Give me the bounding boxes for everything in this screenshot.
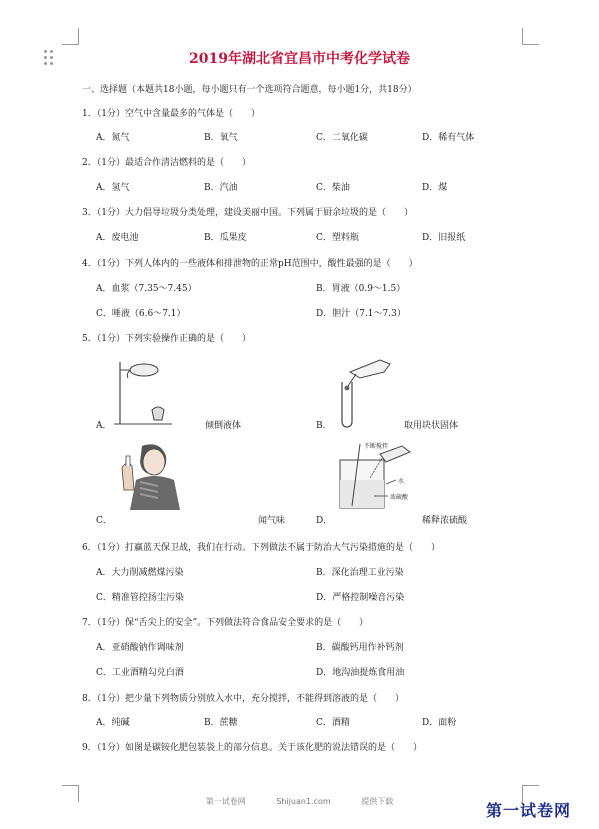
question-7-option-c: C．工业酒精勾兑白酒 [96,668,184,678]
question-3-option-a: A．废电池 [96,233,139,243]
site-watermark: 第一试卷网 [486,801,572,820]
question-8-option-c: C．酒精 [316,718,350,728]
figure-block-solid [330,352,410,432]
figure-smelling-boy [112,440,192,512]
question-4-stem: 4．（1分）下列人体内的一些液体和排泄物的正常pH范围中，酸性最强的是（ ） [82,259,418,269]
question-5-option-a: A． [96,421,112,431]
question-5-option-d: D． [316,516,333,526]
figure-pouring-liquid [112,358,196,430]
question-6-option-d: D．严格控制噪音污染 [316,593,405,603]
question-3-option-d: D．旧报纸 [422,233,466,243]
question-2-option-a: A．氢气 [96,183,130,193]
question-4-option-a: A．血浆（7.35～7.45） [96,284,197,294]
question-5-option-b: B． [316,421,332,431]
question-7-option-d: D．地沟油提炼食用油 [316,668,405,678]
question-8-option-d: D．面粉 [422,718,457,728]
question-3-option-c: C．塑料瓶 [316,233,359,243]
question-8-option-b: B．蔗糖 [204,718,238,728]
question-6-option-a: A．大力削减燃煤污染 [96,568,184,578]
footer-right: 提供下载 [361,797,394,806]
question-1-option-d: D．稀有气体 [422,133,475,143]
question-9-stem: 9．（1分）如图是碳铵化肥包装袋上的部分信息。关于该化肥的说法错误的是（ ） [82,743,422,753]
question-6-stem: 6．（1分）打赢蓝天保卫战，我们在行动。下列做法不属于防治大气污染措施的是（ ） [82,543,440,553]
question-7-option-b: B．碳酸钙用作补钙剂 [316,643,404,653]
figure-label-stirring: 不断搅拌 [364,443,389,450]
question-3-option-b: B．瓜果皮 [204,233,247,243]
question-1-option-c: C．二氧化碳 [316,133,368,143]
figure-label-acid: 浓硫酸 [390,494,409,501]
question-2-option-c: C．柴油 [316,183,350,193]
question-5-caption-d: 稀释浓硫酸 [422,516,468,526]
question-4-option-d: D．胆汁（7.1～7.3） [316,309,406,319]
footer-link[interactable]: Shijuan1.com [276,797,331,806]
question-5-caption-b: 取用块状固体 [404,421,459,431]
question-1-option-a: A．氮气 [96,133,130,143]
crop-mark-top-left [62,28,79,45]
question-2-stem: 2．（1分）最适合作清洁燃料的是（ ） [82,158,251,168]
question-8-option-a: A．纯碱 [96,718,130,728]
exam-title: 2019年湖北省宜昌市中考化学试卷 [189,51,410,67]
question-4-option-c: C．唾液（6.6～7.1） [96,309,186,319]
crop-mark-top-right [522,28,539,45]
question-5-caption-c: 闻气味 [258,516,286,526]
question-7-stem: 7．（1分）保“舌尖上的安全”。下列做法符合食品安全要求的是（ ） [82,618,369,628]
question-4-option-b: B．胃液（0.9～1.5） [316,284,406,294]
footer-left: 第一试卷网 [205,797,246,806]
question-5-caption-a: 倾倒液体 [205,421,242,431]
question-3-stem: 3．（1分）大力倡导垃圾分类处理，建设美丽中国。下列属于厨余垃圾的是（ ） [82,208,413,218]
question-5-option-c: C． [96,516,112,526]
question-8-stem: 8．（1分）把少量下列物质分别放入水中，充分搅拌，不能得到溶液的是（ ） [82,694,404,704]
question-2-option-d: D．煤 [422,183,448,193]
figure-label-water: 水 [398,478,405,485]
question-1-option-b: B．氧气 [204,133,238,143]
section-header: 一、选择题（本题共18小题，每小题只有一个选项符合题意，每小题1分，共18分） [82,85,417,95]
question-1-stem: 1．（1分）空气中含量最多的气体是（ ） [82,109,260,119]
question-5-stem: 5．（1分）下列实验操作正确的是（ ） [82,334,251,344]
question-7-option-a: A．亚硝酸钠作调味剂 [96,643,184,653]
question-6-option-b: B．深化治理工业污染 [316,568,404,578]
question-2-option-b: B．汽油 [204,183,238,193]
question-6-option-c: C．精准管控扬尘污染 [96,593,184,603]
